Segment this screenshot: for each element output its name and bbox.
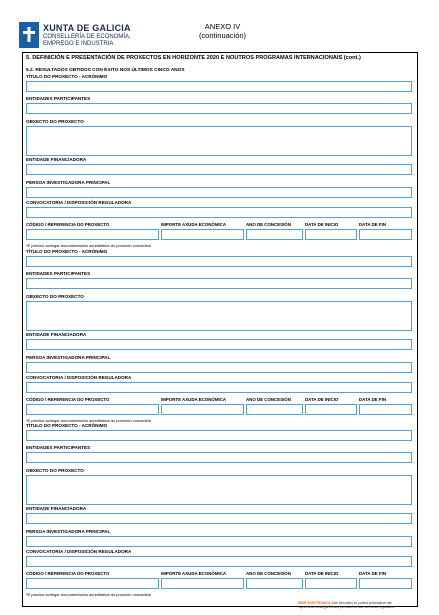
year-field-1[interactable] (246, 229, 303, 240)
label-start: DATA DE INICIO (305, 397, 339, 402)
label-funding: ENTIDADE FINANCIADORA (26, 506, 87, 511)
org-name: XUNTA DE GALICIA (43, 23, 131, 33)
label-call: CONVOCATORIA / DISPOSICIÓN REGULADORA (26, 549, 132, 554)
pi-field-3[interactable] (26, 536, 412, 547)
code-field-3[interactable] (26, 578, 159, 589)
year-field-2[interactable] (246, 404, 303, 415)
title-field-1[interactable] (26, 81, 412, 92)
footer-line-1: Este formulario só poderá presentarse nas (331, 601, 392, 605)
call-field-3[interactable] (26, 556, 412, 567)
call-field-2[interactable] (26, 382, 412, 393)
label-amount: IMPORTE AXUDA ECONÓMICA (161, 397, 227, 402)
entities-field-1[interactable] (26, 103, 412, 114)
amount-field-3[interactable] (161, 578, 244, 589)
label-call: CONVOCATORIA / DISPOSICIÓN REGULADORA (26, 375, 132, 380)
amount-field-2[interactable] (161, 404, 244, 415)
label-title: TÍTULO DO PROXECTO - ACRÓNIMO (26, 74, 108, 79)
label-title: TÍTULO DO PROXECTO - ACRÓNIMO (26, 423, 108, 428)
funding-field-1[interactable] (26, 164, 412, 175)
pi-field-2[interactable] (26, 362, 412, 373)
end-field-2[interactable] (359, 404, 412, 415)
label-year: ANO DE CONCESIÓN (246, 397, 291, 402)
code-field-2[interactable] (26, 404, 159, 415)
label-start: DATA DE INICIO (305, 222, 339, 227)
label-end: DATA DE FIN (359, 397, 386, 402)
pi-field-1[interactable] (26, 187, 412, 198)
supporting-docs-note: *É preciso achegar documentación acreditativa do proxecto concedido (26, 418, 151, 423)
department-line-2: EMPREGO E INDUSTRIA (43, 41, 114, 47)
year-field-3[interactable] (246, 578, 303, 589)
label-start: DATA DE INICIO (305, 571, 339, 576)
supporting-docs-note: *É preciso achegar documentación acreditativa do proxecto concedido (26, 243, 151, 248)
xunta-logo (19, 22, 39, 48)
department-line-1: CONSELLERÍA DE ECONOMÍA, (43, 34, 131, 40)
objective-field-2[interactable] (26, 301, 412, 331)
label-code: CÓDIGO / REFERENCIA DO PROXECTO (26, 571, 110, 576)
start-field-3[interactable] (305, 578, 357, 589)
label-end: DATA DE FIN (359, 571, 386, 576)
supporting-docs-note: *É preciso achegar documentación acreditativa do proxecto concedido (26, 592, 151, 597)
label-end: DATA DE FIN (359, 222, 386, 227)
label-code: CÓDIGO / REFERENCIA DO PROXECTO (26, 397, 110, 402)
sede-brand: SEDE ELECTRÓNICA (298, 601, 331, 605)
objective-field-3[interactable] (26, 475, 412, 505)
label-pi: PERSOA INVESTIGADORA PRINCIPAL (26, 180, 111, 185)
label-title: TÍTULO DO PROXECTO - ACRÓNIMO (26, 249, 108, 254)
start-field-2[interactable] (305, 404, 357, 415)
title-field-3[interactable] (26, 430, 412, 441)
label-code: CÓDIGO / REFERENCIA DO PROXECTO (26, 222, 110, 227)
end-field-3[interactable] (359, 578, 412, 589)
label-amount: IMPORTE AXUDA ECONÓMICA (161, 571, 227, 576)
label-funding: ENTIDADE FINANCIADORA (26, 157, 87, 162)
label-year: ANO DE CONCESIÓN (246, 571, 291, 576)
annex-continuation: (continuación) (198, 31, 247, 40)
subsection-title: 5.2. RESULTADOS OBTIDOS CON ÉXITO NOS ÚLTIMOS CINCO ANOS (26, 68, 185, 73)
label-objective: OBXECTO DO PROXECTO (26, 119, 84, 124)
funding-field-3[interactable] (26, 513, 412, 524)
start-field-1[interactable] (305, 229, 357, 240)
annex-title: ANEXO IV (204, 22, 241, 31)
label-call: CONVOCATORIA / DISPOSICIÓN REGULADORA (26, 200, 132, 205)
section-title: 5. DEFINICIÓN E PRESENTACIÓN DE PROXECTOS EN HORIZONTE 2020 E NOUTROS PROGRAMAS INTERNACIONAIS (cont.) (26, 55, 361, 61)
objective-field-1[interactable] (26, 126, 412, 156)
label-objective: OBXECTO DO PROXECTO (26, 468, 84, 473)
label-year: ANO DE CONCESIÓN (246, 222, 291, 227)
label-entities: ENTIDADES PARTICIPANTES (26, 96, 91, 101)
label-amount: IMPORTE AXUDA ECONÓMICA (161, 222, 227, 227)
annex-heading (175, 22, 270, 40)
title-field-2[interactable] (26, 256, 412, 267)
label-entities: ENTIDADES PARTICIPANTES (26, 271, 91, 276)
amount-field-1[interactable] (161, 229, 244, 240)
label-pi: PERSOA INVESTIGADORA PRINCIPAL (26, 529, 111, 534)
cross-icon (23, 27, 35, 42)
footer-note (298, 601, 394, 609)
label-entities: ENTIDADES PARTICIPANTES (26, 445, 91, 450)
end-field-1[interactable] (359, 229, 412, 240)
label-pi: PERSOA INVESTIGADORA PRINCIPAL (26, 355, 111, 360)
department-name (43, 34, 131, 48)
code-field-1[interactable] (26, 229, 159, 240)
footer-line-2: https://sede.xunta.gal formas previstas na súa normativa reguladora (298, 605, 395, 609)
entities-field-3[interactable] (26, 452, 412, 463)
label-funding: ENTIDADE FINANCIADORA (26, 332, 87, 337)
label-objective: OBXECTO DO PROXECTO (26, 294, 84, 299)
funding-field-2[interactable] (26, 339, 412, 350)
call-field-1[interactable] (26, 207, 412, 218)
entities-field-2[interactable] (26, 278, 412, 289)
